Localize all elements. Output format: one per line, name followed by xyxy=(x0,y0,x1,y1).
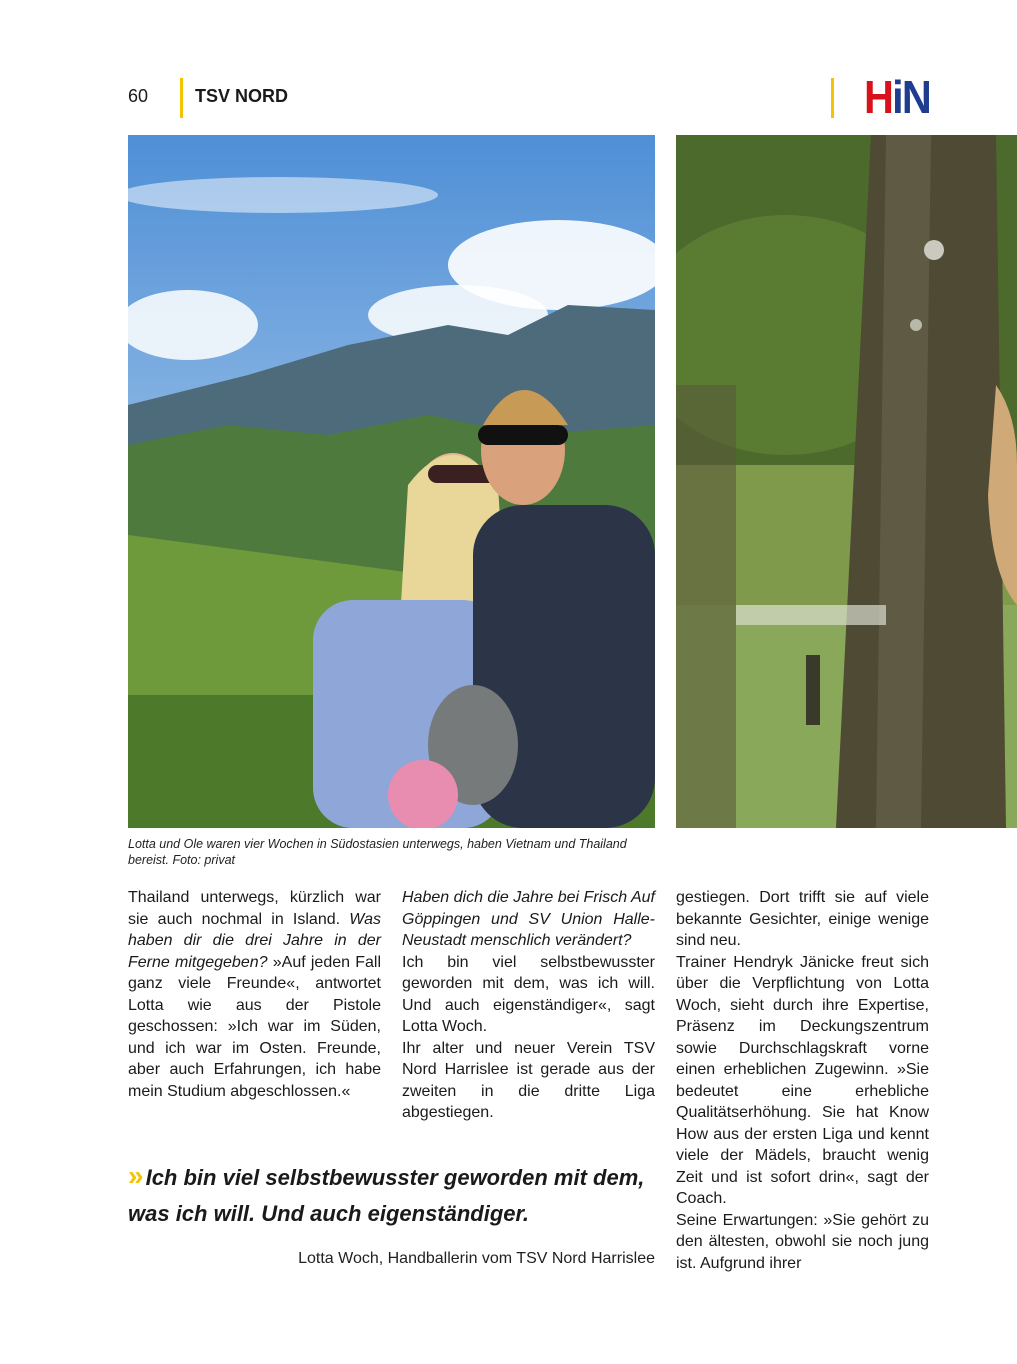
page-header xyxy=(0,0,1017,130)
article-column-2 xyxy=(402,887,655,1124)
paragraph: gestiegen. Dort trifft sie auf viele bekannte Gesichter, einige wenige sind neu. xyxy=(676,889,929,949)
quote-mark-icon: » xyxy=(128,1160,138,1191)
pull-quote xyxy=(128,1158,655,1232)
section-title: TSV NORD xyxy=(195,86,289,106)
pull-quote-text: Ich bin viel selbstbewusster geworden mit dem, was ich will. Und auch eigenständiger. xyxy=(128,1165,645,1226)
paragraph: »Auf jeden Fall ganz viele Freunde«, antwortet Lotta wie aus der Pistole geschossen: »Ich war im Süden, und ich war im Osten. Freunde, aber auch Erfahrungen, ich habe mein Studium abgeschlossen.« xyxy=(128,953,382,1100)
paragraph: Thailand unterwegs, kürzlich war sie auch nochmal in Island. xyxy=(128,889,381,928)
header-divider-left xyxy=(180,78,183,118)
article-column-3 xyxy=(676,887,929,1274)
couple-photo xyxy=(128,135,655,828)
photo-caption: Lotta und Ole waren vier Wochen in Südostasien unterwegs, haben Vietnam und Thailand bereist. Foto: privat xyxy=(128,837,627,867)
quote-attribution: Lotta Woch, Handballerin vom TSV Nord Harrislee xyxy=(298,1250,655,1267)
interview-question: Haben dich die Jahre bei Frisch Auf Göppingen und SV Union Halle-Neustadt menschlich verändert? xyxy=(402,889,655,949)
trees-photo xyxy=(676,135,1017,828)
paragraph: Ich bin viel selbstbewusster geworden mit dem, was ich will. Und auch eigenständiger«, sagt Lotta Woch. xyxy=(402,953,655,1035)
interview-question: Was haben dir die drei Jahre in der Ferne mitgegeben? xyxy=(128,910,381,971)
page-number: 60 xyxy=(128,86,149,106)
paragraph: Seine Erwartungen: »Sie gehört zu den ältesten, obwohl sie noch jung ist. Aufgrund ihrer xyxy=(676,1211,929,1272)
article-column-1 xyxy=(128,887,381,1102)
paragraph: Ihr alter und neuer Verein TSV Nord Harrislee ist gerade aus der zweiten in die dritte Liga abgestiegen. xyxy=(402,1039,655,1121)
paragraph: Trainer Hendryk Jänicke freut sich über die Verpflichtung von Lotta Woch, sieht durch ihre Expertise, Präsenz im Deckungszentrum sowie Durchschlagskraft vorne einen erheblichen Zugewinn. »Sie bedeutet eine erhebliche Qualitätserhöhung. Sie hat Know How aus der ersten Liga und kennt viele der Mädels, braucht wenig Zeit und ist sofort drin«, sagt der Coach. xyxy=(676,953,929,1207)
hin-logo: HiN xyxy=(864,71,930,123)
header-divider-right xyxy=(831,78,834,118)
